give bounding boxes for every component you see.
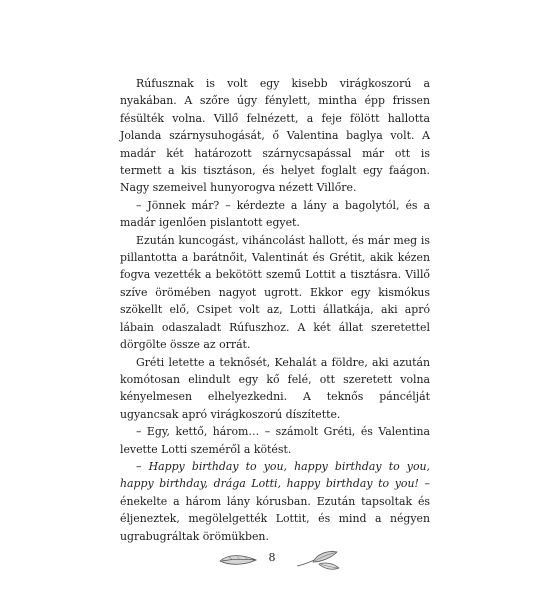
page-number: 8: [268, 551, 276, 564]
paragraph: – Jönnek már? – kérdezte a lány a bagolytól, és a madár igenlően pislantott egyet.: [120, 198, 430, 230]
song-paragraph: [120, 458, 430, 545]
leaf-ornament-right-icon: [293, 548, 343, 574]
paragraph: Ezután kuncogást, viháncolást hallott, és már meg is pillantotta a barátnőit, Valentinát és Grétit, akik kézen fogva vezették a bekötött szemű Lottit a tisztásra. Villő szíve örömében nagyot ugrott. Ekkor egy kismókus szökellt elő, Csipet volt az, Lotti állatkája, aki apró lábain odaszaladt Rúfuszhoz. A két állat szeretettel dörgölte össze az orrát.: [120, 233, 430, 352]
song-quote: – Happy birthday to you, happy birthday to you, happy birthday, drága Lotti, happy birthday to you!: [120, 459, 430, 491]
paragraph: – Egy, kettő, három… – számolt Gréti, és Valentina levette Lotti szeméről a kötést.: [120, 425, 430, 456]
paragraph: Rúfusznak is volt egy kisebb virágkoszorú a nyakában. A szőre úgy fénylett, mintha épp frissen fésülték volna. Villő felnézett, a feje fölött hallotta Jolanda szárnysuhogását, ő Valentina baglya volt. A madár két határozott szárnycsapással már ott is termett a kis tisztáson, és helyet foglalt egy faágon. Nagy szemeivel hunyorogva nézett Villőre.: [120, 77, 430, 195]
page-footer: [0, 548, 540, 588]
leaf-ornament-left-icon: [218, 552, 260, 568]
paragraph: Gréti letette a teknősét, Kehalát a földre, aki azután komótosan elindult egy kő felé, ott szeretett volna kényelmesen elhelyezkedni. A teknős páncélját ugyancsak apró virágkoszorú díszítette.: [120, 355, 430, 421]
song-rest: – énekelte a három lány kórusban. Ezután tapsoltak és éljeneztek, megölelgették Lottit, és mind a négyen ugrabugráltak örömükben.: [120, 477, 430, 543]
body-text: [120, 75, 430, 545]
